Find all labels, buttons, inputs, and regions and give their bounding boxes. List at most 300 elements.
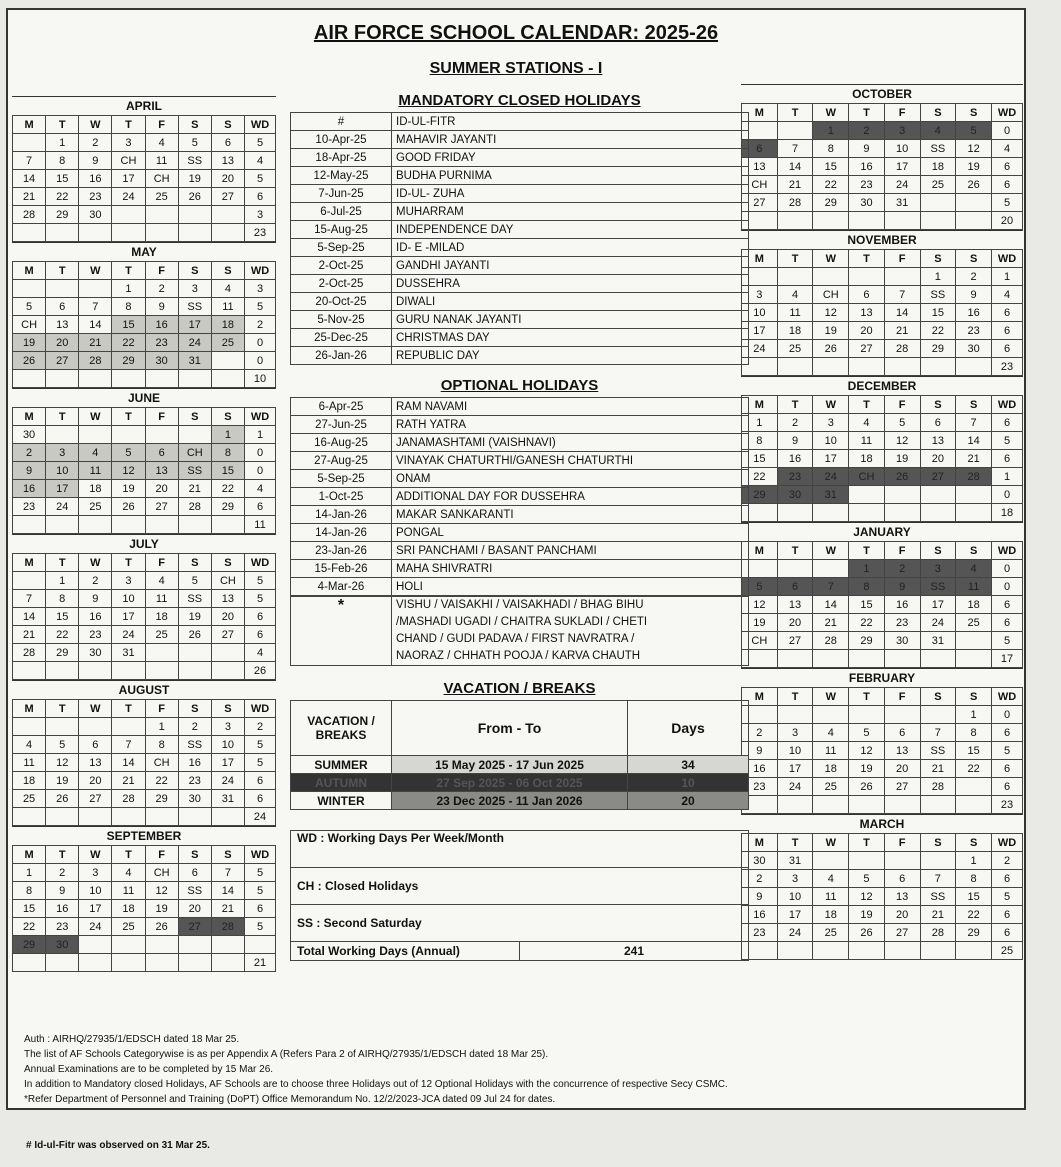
day-cell: 19 bbox=[956, 158, 992, 176]
day-cell: 3 bbox=[211, 718, 244, 736]
footer-line: In addition to Mandatory closed Holidays, AF Schools are to choose three Holidays out of 12 Optional Holidays with the concurrence of respective Secy CSMC. bbox=[24, 1079, 728, 1090]
day-cell: 25 bbox=[145, 626, 178, 644]
day-header: WD bbox=[992, 688, 1023, 706]
day-cell: 1 bbox=[813, 122, 849, 140]
day-cell: 9 bbox=[884, 578, 920, 596]
day-cell bbox=[884, 504, 920, 522]
month-name: MARCH bbox=[859, 817, 905, 831]
day-header: T bbox=[46, 262, 79, 280]
day-cell: 15 bbox=[211, 462, 244, 480]
day-cell bbox=[920, 706, 956, 724]
day-cell bbox=[920, 504, 956, 522]
day-cell: CH bbox=[145, 170, 178, 188]
day-cell: 24 bbox=[777, 778, 813, 796]
day-cell bbox=[849, 942, 885, 960]
day-cell bbox=[956, 650, 992, 668]
day-cell: 24 bbox=[46, 498, 79, 516]
day-cell: 15 bbox=[112, 316, 145, 334]
day-cell: 9 bbox=[79, 590, 112, 608]
week-working-days: 6 bbox=[245, 772, 276, 790]
week-working-days: 1 bbox=[245, 426, 276, 444]
day-header: S bbox=[211, 116, 244, 134]
day-header: T bbox=[849, 688, 885, 706]
day-header: M bbox=[742, 396, 778, 414]
mandatory-title: MANDATORY CLOSED HOLIDAYS bbox=[398, 92, 641, 109]
week-working-days: 0 bbox=[245, 352, 276, 370]
vacation-days: 20 bbox=[628, 792, 749, 810]
day-cell: 15 bbox=[46, 608, 79, 626]
week-row bbox=[13, 954, 276, 972]
day-cell: CH bbox=[145, 864, 178, 882]
day-cell: 1 bbox=[956, 852, 992, 870]
day-header: S bbox=[956, 542, 992, 560]
day-cell bbox=[112, 954, 145, 972]
day-cell: 21 bbox=[777, 176, 813, 194]
month-april bbox=[12, 96, 276, 242]
day-cell: 6 bbox=[884, 724, 920, 742]
vacation-title: VACATION / BREAKS bbox=[443, 680, 596, 697]
week-working-days: 4 bbox=[992, 286, 1023, 304]
holiday-date: 20-Oct-25 bbox=[291, 293, 392, 311]
day-cell bbox=[920, 194, 956, 212]
day-cell: 26 bbox=[813, 340, 849, 358]
month-grid bbox=[741, 541, 1023, 668]
day-cell bbox=[79, 280, 112, 298]
day-header: M bbox=[13, 554, 46, 572]
day-cell: SS bbox=[920, 742, 956, 760]
day-cell: 23 bbox=[46, 918, 79, 936]
day-header: F bbox=[884, 542, 920, 560]
day-cell: 7 bbox=[79, 298, 112, 316]
week-working-days: 3 bbox=[245, 280, 276, 298]
day-cell bbox=[112, 224, 145, 242]
day-cell bbox=[777, 212, 813, 230]
month-grid bbox=[12, 261, 276, 388]
day-cell: 21 bbox=[920, 906, 956, 924]
day-cell: 5 bbox=[46, 736, 79, 754]
holiday-date: 7-Jun-25 bbox=[291, 185, 392, 203]
day-cell: 8 bbox=[849, 578, 885, 596]
week-row bbox=[742, 176, 1023, 194]
holiday-row bbox=[291, 488, 749, 506]
day-cell: 21 bbox=[920, 760, 956, 778]
holiday-row bbox=[291, 506, 749, 524]
holidays-panel bbox=[290, 90, 749, 961]
day-header: S bbox=[211, 846, 244, 864]
week-working-days: 6 bbox=[992, 724, 1023, 742]
day-cell: 5 bbox=[849, 724, 885, 742]
day-cell: 26 bbox=[956, 176, 992, 194]
day-cell: 8 bbox=[211, 444, 244, 462]
week-working-days: 21 bbox=[245, 954, 276, 972]
day-cell bbox=[211, 808, 244, 826]
month-grid bbox=[741, 103, 1023, 230]
month-name: DECEMBER bbox=[847, 379, 917, 393]
day-header: S bbox=[178, 262, 211, 280]
day-cell: 3 bbox=[742, 286, 778, 304]
day-cell: 3 bbox=[112, 134, 145, 152]
holiday-row bbox=[291, 524, 749, 542]
day-cell bbox=[145, 426, 178, 444]
footer-line: *Refer Department of Personnel and Training (DoPT) Office Memorandum No. 12/2/2023-JCA dated 09 Jul 24 for dates. bbox=[24, 1094, 556, 1105]
holiday-date: 1-Oct-25 bbox=[291, 488, 392, 506]
mandatory-table bbox=[290, 112, 749, 365]
day-cell: 9 bbox=[742, 742, 778, 760]
holiday-date: 15-Feb-26 bbox=[291, 560, 392, 578]
day-cell: 20 bbox=[849, 322, 885, 340]
day-cell: 16 bbox=[13, 480, 46, 498]
day-cell: SS bbox=[920, 578, 956, 596]
day-header: M bbox=[13, 846, 46, 864]
day-cell bbox=[211, 516, 244, 534]
week-working-days: 6 bbox=[992, 614, 1023, 632]
month-november bbox=[741, 230, 1023, 376]
day-header: W bbox=[79, 554, 112, 572]
day-header: W bbox=[79, 116, 112, 134]
day-cell: 26 bbox=[13, 352, 46, 370]
day-cell: 16 bbox=[79, 170, 112, 188]
week-row bbox=[742, 632, 1023, 650]
day-cell: 2 bbox=[956, 268, 992, 286]
month-december bbox=[741, 376, 1023, 522]
day-cell: 3 bbox=[884, 122, 920, 140]
day-cell: SS bbox=[920, 888, 956, 906]
day-cell bbox=[884, 796, 920, 814]
day-cell: 10 bbox=[79, 882, 112, 900]
day-cell bbox=[145, 224, 178, 242]
holiday-name: SRI PANCHAMI / BASANT PANCHAMI bbox=[392, 542, 749, 560]
week-working-days: 6 bbox=[992, 414, 1023, 432]
day-cell: 30 bbox=[145, 352, 178, 370]
day-cell: 27 bbox=[46, 352, 79, 370]
day-cell: 16 bbox=[46, 900, 79, 918]
day-cell: 5 bbox=[13, 298, 46, 316]
month-name: JANUARY bbox=[853, 525, 911, 539]
week-row bbox=[13, 152, 276, 170]
week-row bbox=[742, 560, 1023, 578]
day-cell bbox=[777, 358, 813, 376]
day-cell: 2 bbox=[884, 560, 920, 578]
day-cell: 11 bbox=[145, 152, 178, 170]
week-row bbox=[742, 760, 1023, 778]
week-row bbox=[13, 316, 276, 334]
month-grid bbox=[12, 845, 276, 972]
day-cell: 27 bbox=[79, 790, 112, 808]
day-cell: 29 bbox=[742, 486, 778, 504]
day-cell: 9 bbox=[956, 286, 992, 304]
day-cell bbox=[79, 370, 112, 388]
day-cell: 29 bbox=[211, 498, 244, 516]
day-header: T bbox=[112, 116, 145, 134]
total-label: Total Working Days (Annual) bbox=[291, 942, 520, 961]
week-working-days: 6 bbox=[992, 322, 1023, 340]
day-cell: 19 bbox=[13, 334, 46, 352]
day-cell: 19 bbox=[46, 772, 79, 790]
day-cell: 18 bbox=[112, 900, 145, 918]
vacation-table bbox=[290, 700, 749, 810]
week-row bbox=[742, 486, 1023, 504]
day-cell: 4 bbox=[920, 122, 956, 140]
day-cell: 29 bbox=[112, 352, 145, 370]
week-row bbox=[742, 212, 1023, 230]
day-cell: 3 bbox=[777, 724, 813, 742]
month-july bbox=[12, 534, 276, 680]
right-months bbox=[741, 84, 1023, 960]
day-cell: 14 bbox=[813, 596, 849, 614]
week-row bbox=[13, 864, 276, 882]
day-cell: 31 bbox=[211, 790, 244, 808]
day-cell: 1 bbox=[742, 414, 778, 432]
day-cell: 30 bbox=[777, 486, 813, 504]
day-cell bbox=[849, 358, 885, 376]
day-cell: 12 bbox=[884, 432, 920, 450]
vacation-range: 23 Dec 2025 - 11 Jan 2026 bbox=[392, 792, 628, 810]
day-cell bbox=[112, 718, 145, 736]
day-header: T bbox=[849, 834, 885, 852]
day-cell: 25 bbox=[211, 334, 244, 352]
holiday-name: JANAMASHTAMI (VAISHNAVI) bbox=[392, 434, 749, 452]
month-october bbox=[741, 84, 1023, 230]
day-cell: 13 bbox=[742, 158, 778, 176]
vacation-range: 15 May 2025 - 17 Jun 2025 bbox=[392, 756, 628, 774]
day-header: F bbox=[884, 688, 920, 706]
day-header: WD bbox=[992, 396, 1023, 414]
day-cell: 7 bbox=[13, 590, 46, 608]
month-grid bbox=[12, 407, 276, 534]
day-header: M bbox=[13, 262, 46, 280]
day-cell: SS bbox=[920, 286, 956, 304]
week-working-days: 11 bbox=[245, 516, 276, 534]
week-working-days: 17 bbox=[992, 650, 1023, 668]
day-header: W bbox=[79, 700, 112, 718]
day-cell: 21 bbox=[178, 480, 211, 498]
day-header: F bbox=[145, 262, 178, 280]
day-cell: 22 bbox=[13, 918, 46, 936]
month-name: APRIL bbox=[126, 99, 162, 113]
month-june bbox=[12, 388, 276, 534]
day-cell: 17 bbox=[79, 900, 112, 918]
week-working-days: 5 bbox=[992, 194, 1023, 212]
day-cell: 15 bbox=[742, 450, 778, 468]
week-row bbox=[742, 122, 1023, 140]
day-header: T bbox=[849, 396, 885, 414]
day-cell: 1 bbox=[145, 718, 178, 736]
day-cell bbox=[777, 268, 813, 286]
week-working-days: 4 bbox=[245, 480, 276, 498]
day-cell: 22 bbox=[956, 760, 992, 778]
week-working-days: 18 bbox=[992, 504, 1023, 522]
day-cell bbox=[178, 426, 211, 444]
day-cell bbox=[13, 954, 46, 972]
day-cell bbox=[211, 644, 244, 662]
day-cell: 3 bbox=[813, 414, 849, 432]
day-cell: 3 bbox=[79, 864, 112, 882]
day-header: T bbox=[46, 700, 79, 718]
day-header: T bbox=[777, 396, 813, 414]
day-cell bbox=[13, 280, 46, 298]
day-cell bbox=[79, 662, 112, 680]
day-header: T bbox=[46, 116, 79, 134]
week-working-days: 3 bbox=[245, 206, 276, 224]
week-row bbox=[13, 808, 276, 826]
holiday-name: CHRISTMAS DAY bbox=[392, 329, 749, 347]
holiday-name: ID-UL-FITR bbox=[392, 113, 749, 131]
holiday-name: GANDHI JAYANTI bbox=[392, 257, 749, 275]
day-header: S bbox=[956, 834, 992, 852]
day-cell bbox=[211, 936, 244, 954]
day-cell bbox=[178, 224, 211, 242]
holiday-date: 4-Mar-26 bbox=[291, 578, 392, 596]
day-cell: 4 bbox=[112, 864, 145, 882]
day-cell: 6 bbox=[145, 444, 178, 462]
week-row bbox=[742, 468, 1023, 486]
week-row bbox=[13, 334, 276, 352]
day-cell: 4 bbox=[145, 572, 178, 590]
day-cell: 24 bbox=[178, 334, 211, 352]
day-cell: 18 bbox=[956, 596, 992, 614]
day-header: W bbox=[813, 104, 849, 122]
day-cell bbox=[46, 516, 79, 534]
day-cell: 20 bbox=[145, 480, 178, 498]
holiday-row bbox=[291, 131, 749, 149]
week-working-days: 0 bbox=[245, 462, 276, 480]
day-cell: 15 bbox=[46, 170, 79, 188]
month-name: MAY bbox=[131, 245, 157, 259]
day-cell: 28 bbox=[884, 340, 920, 358]
day-cell: 20 bbox=[178, 900, 211, 918]
day-cell bbox=[112, 516, 145, 534]
month-name: SEPTEMBER bbox=[106, 829, 182, 843]
day-cell: 8 bbox=[956, 724, 992, 742]
holiday-name: DUSSEHRA bbox=[392, 275, 749, 293]
day-cell: 8 bbox=[13, 882, 46, 900]
day-cell bbox=[13, 370, 46, 388]
week-working-days: 23 bbox=[992, 358, 1023, 376]
day-cell: 15 bbox=[849, 596, 885, 614]
week-row bbox=[742, 724, 1023, 742]
day-header: WD bbox=[245, 116, 276, 134]
week-row bbox=[742, 906, 1023, 924]
week-working-days: 6 bbox=[245, 626, 276, 644]
day-cell: SS bbox=[178, 882, 211, 900]
day-cell: 22 bbox=[145, 772, 178, 790]
day-cell bbox=[112, 662, 145, 680]
day-cell: 26 bbox=[145, 918, 178, 936]
day-cell: 24 bbox=[112, 188, 145, 206]
day-cell: 23 bbox=[79, 188, 112, 206]
holiday-name: GOOD FRIDAY bbox=[392, 149, 749, 167]
day-cell: SS bbox=[178, 152, 211, 170]
holiday-row bbox=[291, 257, 749, 275]
day-cell bbox=[79, 224, 112, 242]
holiday-row bbox=[291, 185, 749, 203]
day-cell bbox=[920, 942, 956, 960]
week-working-days: 6 bbox=[992, 596, 1023, 614]
day-cell: 20 bbox=[884, 906, 920, 924]
week-row bbox=[742, 340, 1023, 358]
week-row bbox=[742, 796, 1023, 814]
vacation-days: 10 bbox=[628, 774, 749, 792]
day-cell: 12 bbox=[742, 596, 778, 614]
day-cell bbox=[178, 954, 211, 972]
day-cell bbox=[145, 206, 178, 224]
day-cell: 17 bbox=[742, 322, 778, 340]
day-cell: 22 bbox=[46, 626, 79, 644]
month-name: FEBRUARY bbox=[848, 671, 916, 685]
day-header: W bbox=[813, 396, 849, 414]
day-cell: 3 bbox=[46, 444, 79, 462]
week-working-days: 6 bbox=[992, 450, 1023, 468]
day-cell: 2 bbox=[777, 414, 813, 432]
month-name: JUNE bbox=[127, 391, 160, 405]
holiday-name: ADDITIONAL DAY FOR DUSSEHRA bbox=[392, 488, 749, 506]
day-cell: 22 bbox=[211, 480, 244, 498]
day-header: S bbox=[178, 116, 211, 134]
legend-ss: SS : Second Saturday bbox=[291, 905, 749, 942]
holiday-date: 18-Apr-25 bbox=[291, 149, 392, 167]
day-header: W bbox=[79, 408, 112, 426]
day-header: WD bbox=[992, 104, 1023, 122]
day-cell: 14 bbox=[112, 754, 145, 772]
day-header: S bbox=[178, 554, 211, 572]
day-cell: 2 bbox=[849, 122, 885, 140]
day-cell: 13 bbox=[777, 596, 813, 614]
day-cell: 25 bbox=[777, 340, 813, 358]
day-cell: 18 bbox=[813, 906, 849, 924]
day-cell: 6 bbox=[178, 864, 211, 882]
day-cell: 11 bbox=[211, 298, 244, 316]
day-cell bbox=[920, 358, 956, 376]
legend-ch: CH : Closed Holidays bbox=[291, 868, 749, 905]
day-cell: 10 bbox=[112, 590, 145, 608]
week-row bbox=[13, 170, 276, 188]
week-row bbox=[742, 450, 1023, 468]
week-working-days: 0 bbox=[245, 334, 276, 352]
day-header: S bbox=[920, 250, 956, 268]
week-working-days: 5 bbox=[245, 754, 276, 772]
day-cell: 14 bbox=[13, 170, 46, 188]
vacation-row bbox=[291, 792, 749, 810]
day-cell: 7 bbox=[112, 736, 145, 754]
day-cell: 7 bbox=[920, 724, 956, 742]
month-name: OCTOBER bbox=[852, 87, 912, 101]
day-cell: 11 bbox=[813, 888, 849, 906]
day-cell: 27 bbox=[211, 626, 244, 644]
day-cell: 23 bbox=[13, 498, 46, 516]
day-cell bbox=[813, 942, 849, 960]
day-cell: 25 bbox=[920, 176, 956, 194]
day-cell: 9 bbox=[849, 140, 885, 158]
day-header: T bbox=[112, 700, 145, 718]
day-cell: 19 bbox=[178, 608, 211, 626]
day-header: S bbox=[178, 700, 211, 718]
footer-notes bbox=[24, 1032, 728, 1107]
day-cell bbox=[777, 560, 813, 578]
day-cell: 10 bbox=[211, 736, 244, 754]
day-cell: 6 bbox=[920, 414, 956, 432]
day-cell: 8 bbox=[46, 590, 79, 608]
week-row bbox=[13, 206, 276, 224]
day-cell bbox=[46, 280, 79, 298]
day-cell: 9 bbox=[742, 888, 778, 906]
holiday-date: 2-Oct-25 bbox=[291, 275, 392, 293]
holiday-date: 6-Jul-25 bbox=[291, 203, 392, 221]
week-row bbox=[13, 426, 276, 444]
day-cell: 18 bbox=[79, 480, 112, 498]
day-cell bbox=[884, 268, 920, 286]
day-cell: 5 bbox=[884, 414, 920, 432]
day-header: S bbox=[920, 104, 956, 122]
